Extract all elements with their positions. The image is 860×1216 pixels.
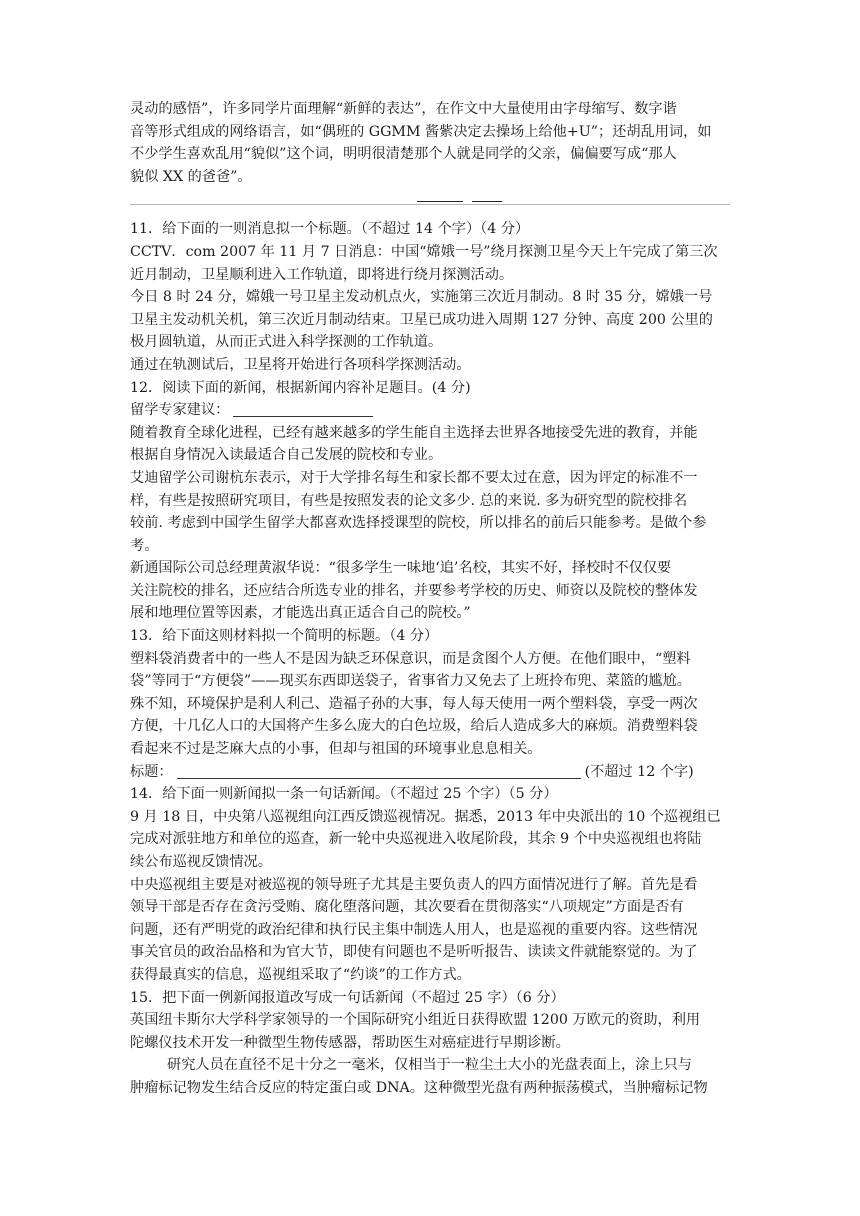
fill-in-label: 留学专家建议： <box>130 402 230 419</box>
text-line: 新通国际公司总经理黄淑华说：“很多学生一味地‘追’名校，其实不好，择校时不仅仅要 <box>130 560 672 577</box>
question-13 <box>130 625 730 783</box>
word-limit-note: (不超过 12 个字) <box>584 763 694 780</box>
text-line: CCTV．com 2007 年 11 月 7 日消息：中国“嫦娥一号”绕月探测卫星今天上午完成了第三次 <box>130 243 718 260</box>
text-line: 肿瘤标记物发生结合反应的特定蛋白或 DNA。这种微型光盘有两种振荡模式，当肿瘤标记物 <box>130 1079 708 1096</box>
text-line: 获得最真实的信息，巡视组采取了“约谈”的工作方式。 <box>130 966 471 983</box>
text-line: 袋”等同于“方便袋”——现买东西即送袋子，省事省力又免去了上班拎布兜、菜篮的尴尬。 <box>130 673 691 690</box>
fill-in-line <box>130 761 730 784</box>
text-line: 续公布巡视反馈情况。 <box>130 854 272 870</box>
fill-in-label: 标题： <box>130 763 173 780</box>
text-line: 领导干部是否存在贪污受贿、腐化堕落问题，其次要看在贯彻落实“八项规定”方面是否有 <box>130 899 684 916</box>
answer-blank[interactable] <box>233 402 373 417</box>
divider-mark <box>417 201 463 202</box>
document-page <box>130 98 730 1100</box>
text-line: 问题，还有严明党的政治纪律和执行民主集中制选人用人，也是巡视的重要内容。这些情况 <box>130 921 698 938</box>
text-line: 随着教育全球化进程，已经有越来越多的学生能自主选择去世界各地接受先进的教育，并能 <box>130 424 698 441</box>
question-title: 15．把下面一例新闻报道改写成一句话新闻（不超过 25 字）（6 分） <box>130 989 565 1006</box>
question-11 <box>130 218 730 376</box>
question-title: 11．给下面的一则消息拟一个标题。（不超过 14 个字）（4 分） <box>130 221 530 238</box>
question-title: 13．给下面这则材料拟一个简明的标题。（4 分） <box>130 628 439 645</box>
text-line: 塑料袋消费者中的一些人不是因为缺乏环保意识，而是贪图个人方便。在他们眼中，“塑料 <box>130 650 691 667</box>
text-line: 音等形式组成的网络语言，如“偶班的 GGMM 酱紫决定去操场上给他+U”；还胡乱用词，如 <box>130 123 712 140</box>
text-line: 艾迪留学公司谢杭东表示，对于大学排名每生和家长都不要太过在意，因为评定的标准不一 <box>130 469 698 486</box>
fill-in-line <box>130 399 730 422</box>
divider-rule <box>130 204 730 205</box>
question-title: 12．阅读下面的新闻，根据新闻内容补足题目。(4 分) <box>130 379 471 396</box>
answer-blank[interactable] <box>177 764 581 779</box>
section-divider <box>130 188 730 218</box>
text-line: 样，有些是按照研究项目，有些是按照发表的论文多少. 总的来说. 多为研究型的院校排名 <box>130 492 688 509</box>
text-line: 根据自身情况入读最适合自己发展的院校和专业。 <box>130 447 443 464</box>
text-line: 考。 <box>130 537 159 554</box>
text-line: 卫星主发动机关机，第三次近月制动结束。卫星已成功进入周期 127 分钟、高度 200 公里的 <box>130 311 713 328</box>
text-line: 近月制动，卫星顺利进入工作轨道，即将进行绕月探测活动。 <box>130 266 514 283</box>
question-12 <box>130 377 730 626</box>
text-line: 展和地理位置等因素，才能选出真正适合自己的院校。” <box>130 605 471 622</box>
divider-mark <box>472 201 502 202</box>
text-line: 较前. 考虑到中国学生留学大都喜欢选择授课型的院校，所以排名的前后只能参考。是做个参 <box>130 515 707 532</box>
intro-paragraph <box>130 98 730 188</box>
text-line: 看起来不过是芝麻大点的小事，但却与祖国的环境事业息息相关。 <box>130 741 542 758</box>
indented-line: 研究人员在直径不足十分之一毫米，仅相当于一粒尘土大小的光盘表面上，涂上只与 <box>167 1057 692 1074</box>
text-line: 貌似 XX 的爸爸”。 <box>130 168 252 185</box>
text-line: 不少学生喜欢乱用“貌似”这个词，明明很清楚那个人就是同学的父亲，偏偏要写成“那人 <box>130 146 677 163</box>
text-line: 关注院校的排名，还应结合所选专业的排名，并要参考学校的历史、师资以及院校的整体发 <box>130 582 698 599</box>
text-line: 灵动的感悟”，许多同学片面理解“新鲜的表达”，在作文中大量使用由字母缩写、数字谐 <box>130 101 677 117</box>
text-line: 事关官员的政治品格和为官大节，即使有问题也不是听听报告、读读文件就能察觉的。为了 <box>130 944 698 961</box>
text-line: 9 月 18 日，中央第八巡视组向江西反馈巡视情况。据悉，2013 年中央派出的 10 个巡视组已 <box>130 808 721 825</box>
text-line: 殊不知，环境保护是利人利己、造福子孙的大事，每人每天使用一两个塑料袋，享受一两次 <box>130 695 698 712</box>
text-line: 通过在轨测试后，卫星将开始进行各项科学探测活动。 <box>130 356 471 373</box>
text-line: 今日 8 时 24 分，嫦娥一号卫星主发动机点火，实施第三次近月制动。8 时 35 分，嫦娥一号 <box>130 289 713 306</box>
text-line: 中央巡视组主要是对被巡视的领导班子尤其是主要负责人的四方面情况进行了解。首先是看 <box>130 876 698 893</box>
text-line: 方便，十几亿人口的大国将产生多么庞大的白色垃圾，给后人造成多大的麻烦。消费塑料袋 <box>130 718 698 735</box>
question-title: 14．给下面一则新闻拟一条一句话新闻。（不超过 25 个字）（5 分） <box>130 786 558 803</box>
text-line: 英国纽卡斯尔大学科学家领导的一个国际研究小组近日获得欧盟 1200 万欧元的资助，利用 <box>130 1012 701 1029</box>
text-line: 陀螺仪技术开发一种微型生物传感器，帮助医生对癌症进行早期诊断。 <box>130 1034 570 1051</box>
question-15 <box>130 987 730 1100</box>
question-14 <box>130 783 730 986</box>
text-line: 极月圆轨道，从而正式进入科学探测的工作轨道。 <box>130 334 443 351</box>
text-line: 完成对派驻地方和单位的巡查，新一轮中央巡视进入收尾阶段，其余 9 个中央巡视组也将陆 <box>130 831 702 848</box>
